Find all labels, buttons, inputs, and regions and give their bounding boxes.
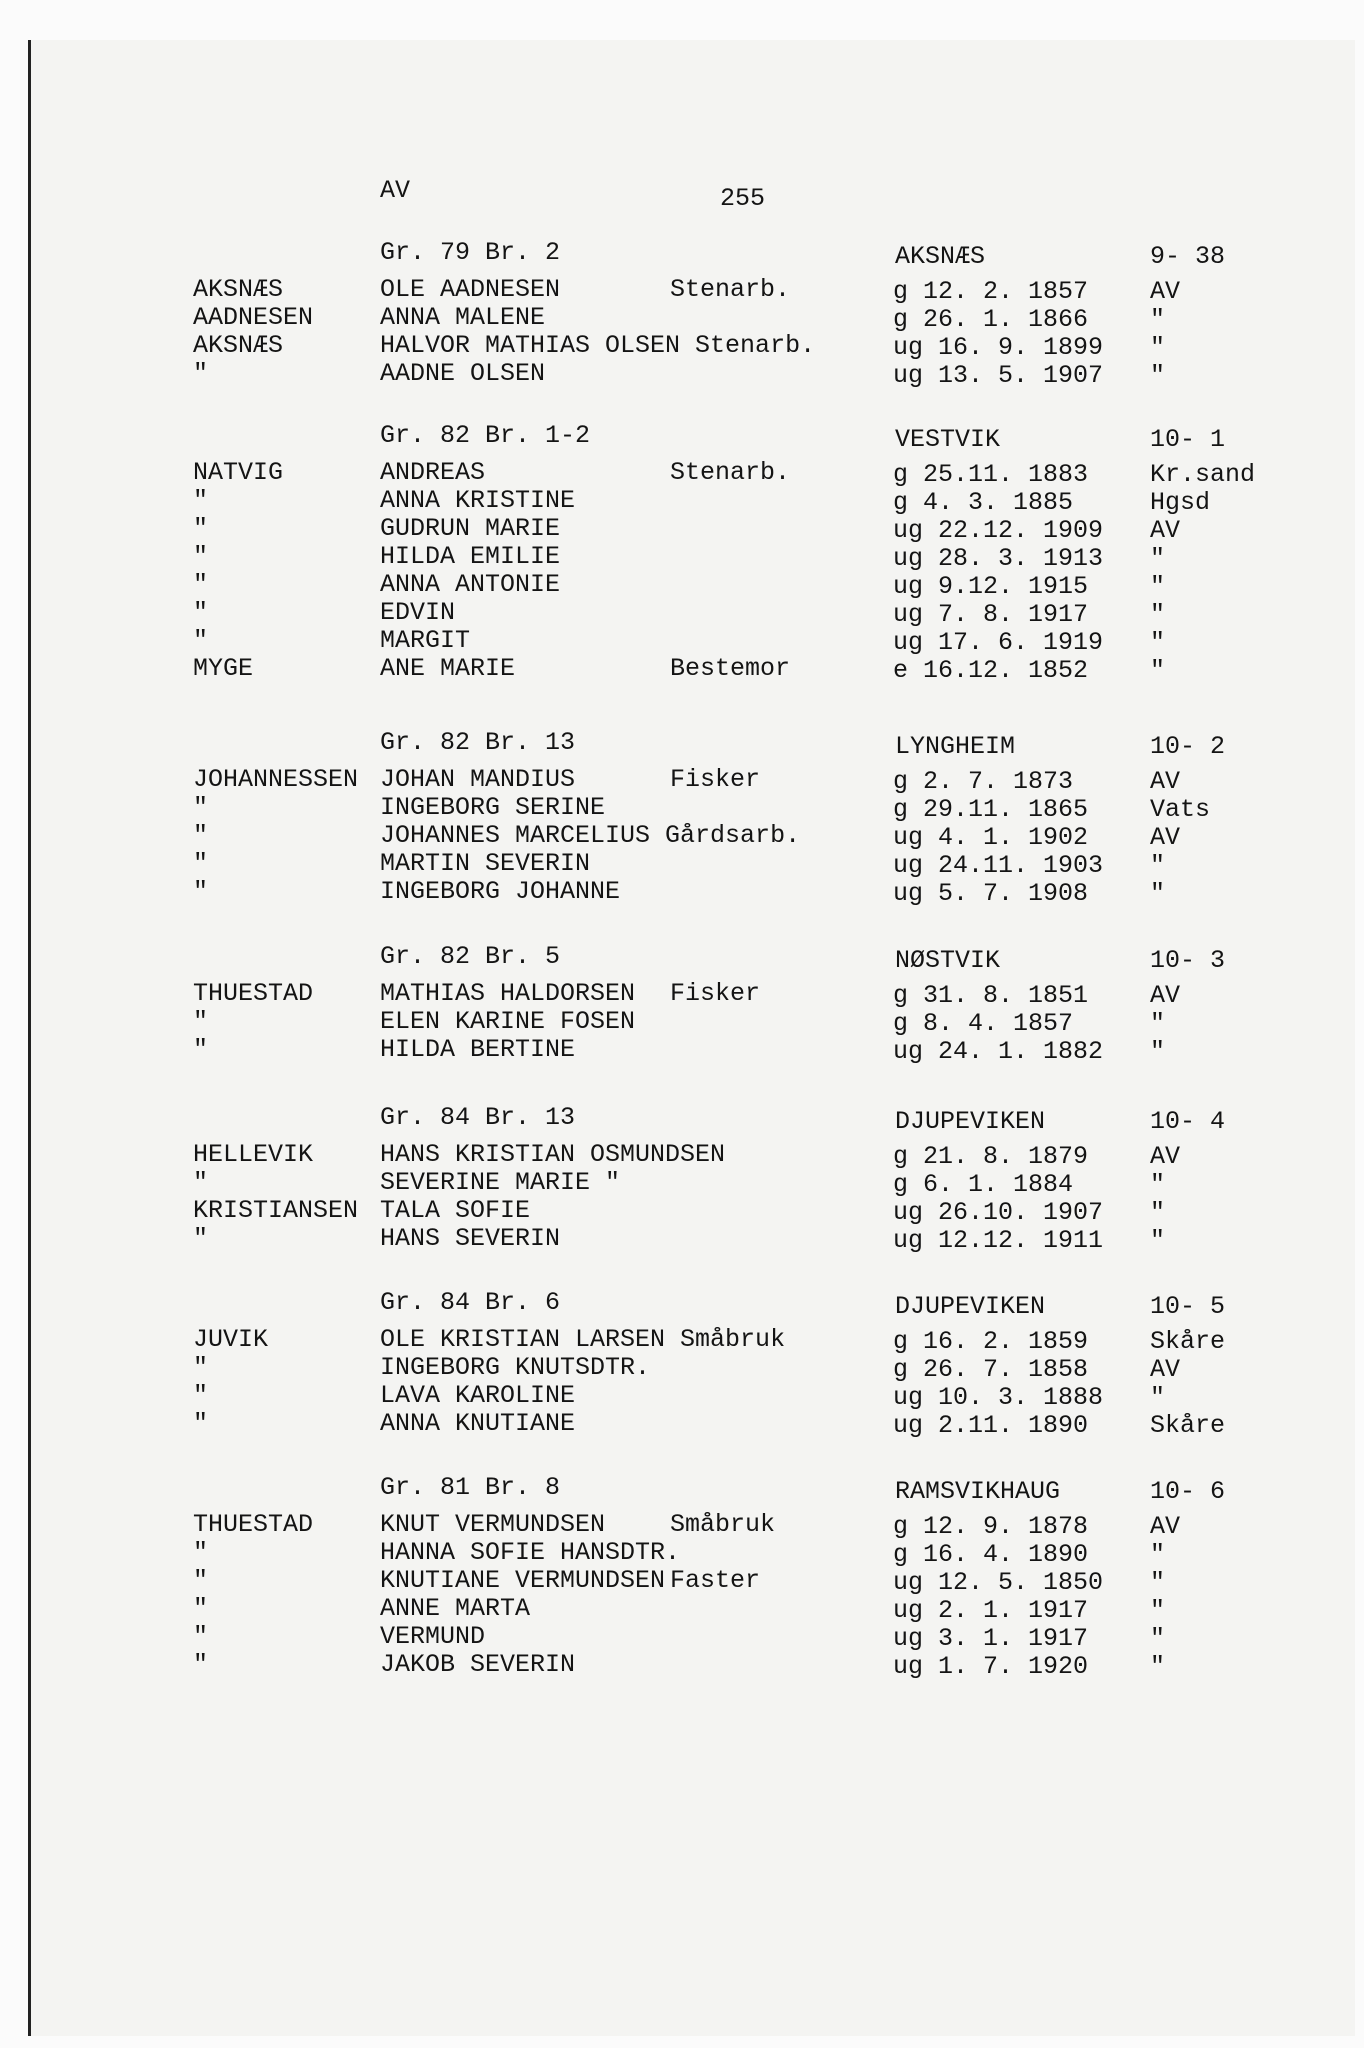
row-surname: "	[193, 1566, 209, 1595]
group-number: 10- 4	[1150, 1107, 1226, 1136]
row-surname: "	[193, 1224, 209, 1253]
row-date: g 8. 4. 1857	[893, 1009, 1074, 1038]
row-date: ug 22.12. 1909	[893, 516, 1104, 545]
row-name: EDVIN	[380, 598, 456, 627]
row-location: "	[1150, 1037, 1166, 1066]
group-place: LYNGHEIM	[895, 732, 1016, 761]
row-surname: AADNESEN	[193, 303, 314, 332]
row-name: HILDA EMILIE	[380, 542, 561, 571]
row-date: ug 24. 1. 1882	[893, 1037, 1104, 1066]
row-location: AV	[1150, 516, 1181, 545]
row-name: MATHIAS HALDORSEN	[380, 979, 636, 1008]
row-location: Kr.sand	[1150, 460, 1256, 489]
row-surname: "	[193, 877, 209, 906]
header-code: AV	[380, 176, 411, 205]
row-date: e 16.12. 1852	[893, 656, 1089, 685]
group-place: DJUPEVIKEN	[895, 1292, 1046, 1321]
row-role: Fisker	[670, 979, 761, 1008]
row-date: g 21. 8. 1879	[893, 1142, 1089, 1171]
row-surname: "	[193, 1035, 209, 1064]
row-role: Bestemor	[670, 654, 791, 683]
row-location: "	[1150, 600, 1166, 629]
row-surname: "	[193, 486, 209, 515]
row-name: HILDA BERTINE	[380, 1035, 576, 1064]
row-surname: "	[193, 1353, 209, 1382]
row-date: ug 24.11. 1903	[893, 851, 1104, 880]
row-surname: "	[193, 542, 209, 571]
row-location: "	[1150, 305, 1166, 334]
row-location: "	[1150, 1226, 1166, 1255]
group-ref: Gr. 82 Br. 13	[380, 728, 576, 757]
group-place: VESTVIK	[895, 425, 1001, 454]
group-number: 10- 3	[1150, 946, 1226, 975]
row-location: Hgsd	[1150, 488, 1211, 517]
row-name: HANS SEVERIN	[380, 1224, 561, 1253]
row-surname: "	[193, 1538, 209, 1567]
row-role: Stenarb.	[670, 275, 791, 304]
row-name: ANNA KRISTINE	[380, 486, 576, 515]
row-location: "	[1150, 544, 1166, 573]
group-place: AKSNÆS	[895, 242, 986, 271]
row-name: HANS KRISTIAN OSMUNDSEN	[380, 1140, 726, 1169]
group-ref: Gr. 79 Br. 2	[380, 238, 561, 267]
row-surname: "	[193, 1168, 209, 1197]
row-date: ug 13. 5. 1907	[893, 361, 1104, 390]
row-name: GUDRUN MARIE	[380, 514, 561, 543]
row-role: Faster	[670, 1566, 761, 1595]
row-date: g 12. 2. 1857	[893, 277, 1089, 306]
row-surname: "	[193, 1409, 209, 1438]
group-number: 10- 5	[1150, 1292, 1226, 1321]
row-location: "	[1150, 361, 1166, 390]
group-place: RAMSVIKHAUG	[895, 1477, 1061, 1506]
group-ref: Gr. 84 Br. 13	[380, 1103, 576, 1132]
row-location: Skåre	[1150, 1411, 1226, 1440]
row-name: MARGIT	[380, 626, 471, 655]
row-date: g 12. 9. 1878	[893, 1512, 1089, 1541]
row-date: ug 16. 9. 1899	[893, 333, 1104, 362]
row-name: OLE AADNESEN	[380, 275, 561, 304]
row-surname: "	[193, 1622, 209, 1651]
row-date: g 2. 7. 1873	[893, 767, 1074, 796]
row-date: ug 2. 1. 1917	[893, 1596, 1089, 1625]
row-location: AV	[1150, 981, 1181, 1010]
group-ref: Gr. 82 Br. 5	[380, 942, 561, 971]
row-date: g 25.11. 1883	[893, 460, 1089, 489]
group-number: 10- 2	[1150, 732, 1226, 761]
row-name: ANNA MALENE	[380, 303, 546, 332]
row-date: g 29.11. 1865	[893, 795, 1089, 824]
row-location: Skåre	[1150, 1327, 1226, 1356]
row-surname: "	[193, 821, 209, 850]
row-surname: JOHANNESSEN	[193, 765, 359, 794]
row-location: "	[1150, 572, 1166, 601]
group-ref: Gr. 82 Br. 1-2	[380, 421, 591, 450]
group-number: 10- 6	[1150, 1477, 1226, 1506]
row-date: ug 7. 8. 1917	[893, 600, 1089, 629]
row-role: Stenarb.	[670, 458, 791, 487]
row-name: LAVA KAROLINE	[380, 1381, 576, 1410]
row-date: ug 28. 3. 1913	[893, 544, 1104, 573]
row-surname: "	[193, 598, 209, 627]
row-surname: JUVIK	[193, 1325, 269, 1354]
row-name: SEVERINE MARIE "	[380, 1168, 621, 1197]
row-date: ug 17. 6. 1919	[893, 628, 1104, 657]
row-name: JOHANNES MARCELIUS Gårdsarb.	[380, 821, 801, 850]
group-ref: Gr. 84 Br. 6	[380, 1288, 561, 1317]
row-name: AADNE OLSEN	[380, 359, 546, 388]
row-location: AV	[1150, 823, 1181, 852]
row-surname: "	[193, 626, 209, 655]
row-surname: AKSNÆS	[193, 331, 284, 360]
group-place: NØSTVIK	[895, 946, 1001, 975]
row-surname: MYGE	[193, 654, 254, 683]
row-surname: "	[193, 1007, 209, 1036]
row-surname: "	[193, 793, 209, 822]
row-name: KNUTIANE VERMUNDSEN	[380, 1566, 666, 1595]
row-name: ANDREAS	[380, 458, 486, 487]
row-name: HANNA SOFIE HANSDTR.	[380, 1538, 681, 1567]
row-surname: HELLEVIK	[193, 1140, 314, 1169]
row-name: INGEBORG JOHANNE	[380, 877, 621, 906]
row-name: JOHAN MANDIUS	[380, 765, 576, 794]
page-number: 255	[720, 184, 766, 213]
row-location: "	[1150, 333, 1166, 362]
row-name: ANNA ANTONIE	[380, 570, 561, 599]
row-location: "	[1150, 1383, 1166, 1412]
row-location: "	[1150, 628, 1166, 657]
row-date: ug 3. 1. 1917	[893, 1624, 1089, 1653]
row-name: ANE MARIE	[380, 654, 516, 683]
row-date: g 16. 2. 1859	[893, 1327, 1089, 1356]
row-date: g 4. 3. 1885	[893, 488, 1074, 517]
row-surname: "	[193, 514, 209, 543]
row-date: ug 9.12. 1915	[893, 572, 1089, 601]
row-date: ug 12. 5. 1850	[893, 1568, 1104, 1597]
row-name: ANNA KNUTIANE	[380, 1409, 576, 1438]
row-date: ug 26.10. 1907	[893, 1198, 1104, 1227]
row-surname: "	[193, 359, 209, 388]
row-location: "	[1150, 1170, 1166, 1199]
row-name: KNUT VERMUNDSEN	[380, 1510, 606, 1539]
row-name: HALVOR MATHIAS OLSEN Stenarb.	[380, 331, 816, 360]
group-number: 9- 38	[1150, 242, 1226, 271]
group-place: DJUPEVIKEN	[895, 1107, 1046, 1136]
row-date: g 26. 1. 1866	[893, 305, 1089, 334]
row-location: "	[1150, 851, 1166, 880]
row-location: "	[1150, 879, 1166, 908]
row-date: g 31. 8. 1851	[893, 981, 1089, 1010]
row-date: ug 2.11. 1890	[893, 1411, 1089, 1440]
row-surname: "	[193, 849, 209, 878]
group-ref: Gr. 81 Br. 8	[380, 1473, 561, 1502]
row-name: JAKOB SEVERIN	[380, 1650, 576, 1679]
group-number: 10- 1	[1150, 425, 1226, 454]
row-name: ELEN KARINE FOSEN	[380, 1007, 636, 1036]
row-surname: "	[193, 1381, 209, 1410]
row-surname: AKSNÆS	[193, 275, 284, 304]
row-surname: THUESTAD	[193, 979, 314, 1008]
row-name: VERMUND	[380, 1622, 486, 1651]
row-date: g 16. 4. 1890	[893, 1540, 1089, 1569]
row-date: ug 12.12. 1911	[893, 1226, 1104, 1255]
row-date: ug 10. 3. 1888	[893, 1383, 1104, 1412]
row-location: AV	[1150, 277, 1181, 306]
row-location: "	[1150, 1009, 1166, 1038]
row-name: OLE KRISTIAN LARSEN Småbruk	[380, 1325, 786, 1354]
row-location: AV	[1150, 1512, 1181, 1541]
row-surname: "	[193, 1594, 209, 1623]
row-date: ug 1. 7. 1920	[893, 1652, 1089, 1681]
row-location: "	[1150, 1198, 1166, 1227]
row-surname: THUESTAD	[193, 1510, 314, 1539]
row-name: MARTIN SEVERIN	[380, 849, 591, 878]
row-location: AV	[1150, 1142, 1181, 1171]
row-name: INGEBORG SERINE	[380, 793, 606, 822]
row-surname: "	[193, 570, 209, 599]
row-location: AV	[1150, 1355, 1181, 1384]
row-date: g 6. 1. 1884	[893, 1170, 1074, 1199]
row-location: "	[1150, 1540, 1166, 1569]
row-name: INGEBORG KNUTSDTR.	[380, 1353, 651, 1382]
row-date: g 26. 7. 1858	[893, 1355, 1089, 1384]
row-surname: NATVIG	[193, 458, 284, 487]
row-role: Småbruk	[670, 1510, 776, 1539]
row-name: TALA SOFIE	[380, 1196, 531, 1225]
row-name: ANNE MARTA	[380, 1594, 531, 1623]
row-surname: "	[193, 1650, 209, 1679]
row-date: ug 4. 1. 1902	[893, 823, 1089, 852]
row-role: Fisker	[670, 765, 761, 794]
row-location: "	[1150, 1568, 1166, 1597]
row-surname: KRISTIANSEN	[193, 1196, 359, 1225]
row-location: "	[1150, 1596, 1166, 1625]
row-location: "	[1150, 656, 1166, 685]
row-date: ug 5. 7. 1908	[893, 879, 1089, 908]
row-location: "	[1150, 1624, 1166, 1653]
row-location: "	[1150, 1652, 1166, 1681]
row-location: AV	[1150, 767, 1181, 796]
row-location: Vats	[1150, 795, 1211, 824]
